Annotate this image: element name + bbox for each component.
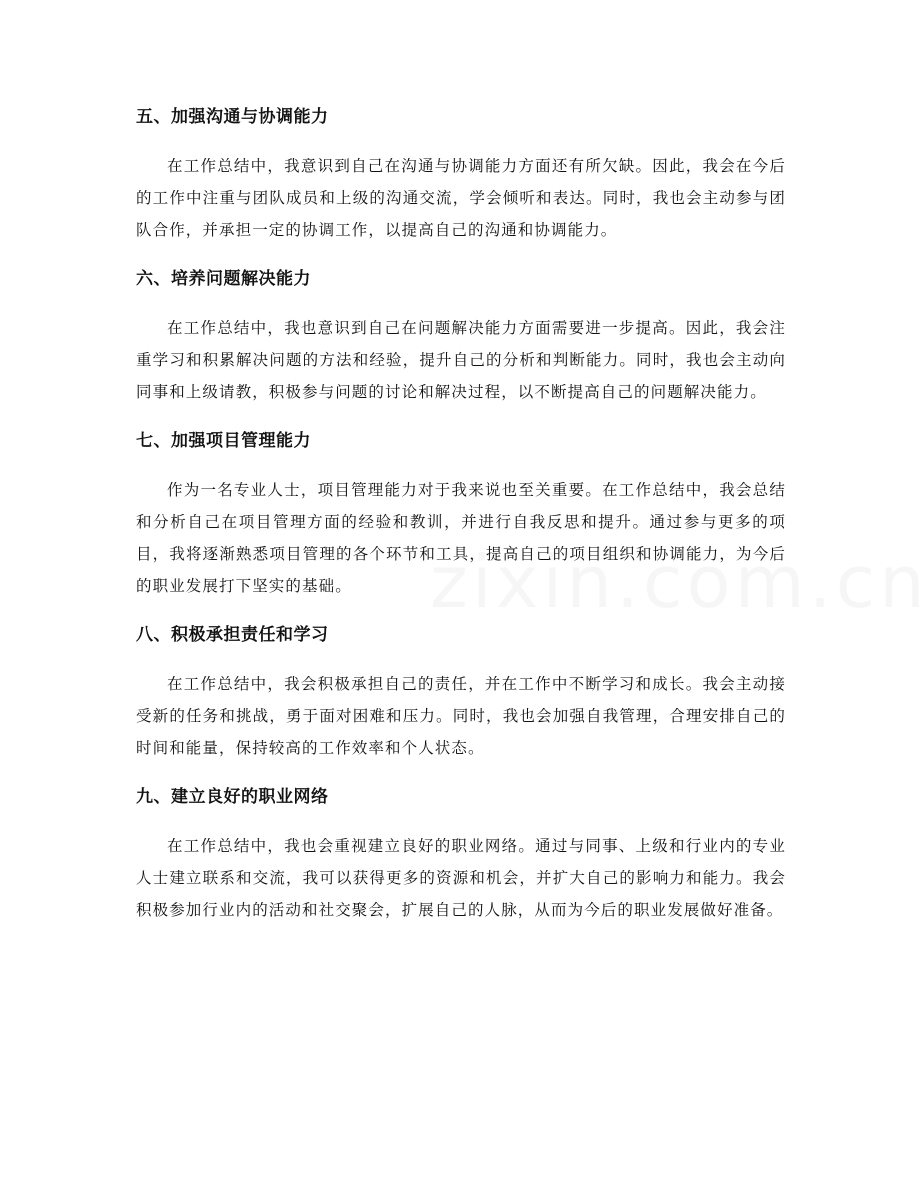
section-heading: 六、培养问题解决能力 [136, 269, 311, 289]
section-heading: 八、积极承担责任和学习 [136, 625, 329, 645]
section-7 [136, 428, 786, 602]
section-paragraph: 在工作总结中，我会积极承担自己的责任，并在工作中不断学习和成长。我会主动接受新的任务和挑战，勇于面对困难和压力。同时，我也会加强自我管理，合理安排自己的时间和能量，保持较高的工作效率和个人状态。 [136, 675, 786, 757]
section-paragraph: 作为一名专业人士，项目管理能力对于我来说也至关重要。在工作总结中，我会总结和分析自己在项目管理方面的经验和教训，并进行自我反思和提升。通过参与更多的项目，我将逐渐熟悉项目管理的各个环节和工具，提高自己的项目组织和协调能力，为今后的职业发展打下坚实的基础。 [136, 481, 786, 595]
section-paragraph: 在工作总结中，我也会重视建立良好的职业网络。通过与同事、上级和行业内的专业人士建立联系和交流，我可以获得更多的资源和机会，并扩大自己的影响力和能力。我会积极参加行业内的活动和社交聚会，扩展自己的人脉，从而为今后的职业发展做好准备。 [136, 837, 786, 919]
document-body [136, 104, 786, 946]
section-paragraph: 在工作总结中，我也意识到自己在问题解决能力方面需要进一步提高。因此，我会注重学习和积累解决问题的方法和经验，提升自己的分析和判断能力。同时，我也会主动向同事和上级请教，积极参与问题的讨论和解决过程，以不断提高自己的问题解决能力。 [136, 319, 786, 401]
section-heading: 七、加强项目管理能力 [136, 431, 311, 451]
section-paragraph: 在工作总结中，我意识到自己在沟通与协调能力方面还有所欠缺。因此，我会在今后的工作中注重与团队成员和上级的沟通交流，学会倾听和表达。同时，我也会主动参与团队合作，并承担一定的协调工作，以提高自己的沟通和协调能力。 [136, 157, 786, 239]
section-8 [136, 622, 786, 764]
section-heading: 九、建立良好的职业网络 [136, 787, 329, 807]
section-9 [136, 784, 786, 926]
section-heading: 五、加强沟通与协调能力 [136, 107, 329, 127]
section-6 [136, 266, 786, 408]
section-5 [136, 104, 786, 246]
